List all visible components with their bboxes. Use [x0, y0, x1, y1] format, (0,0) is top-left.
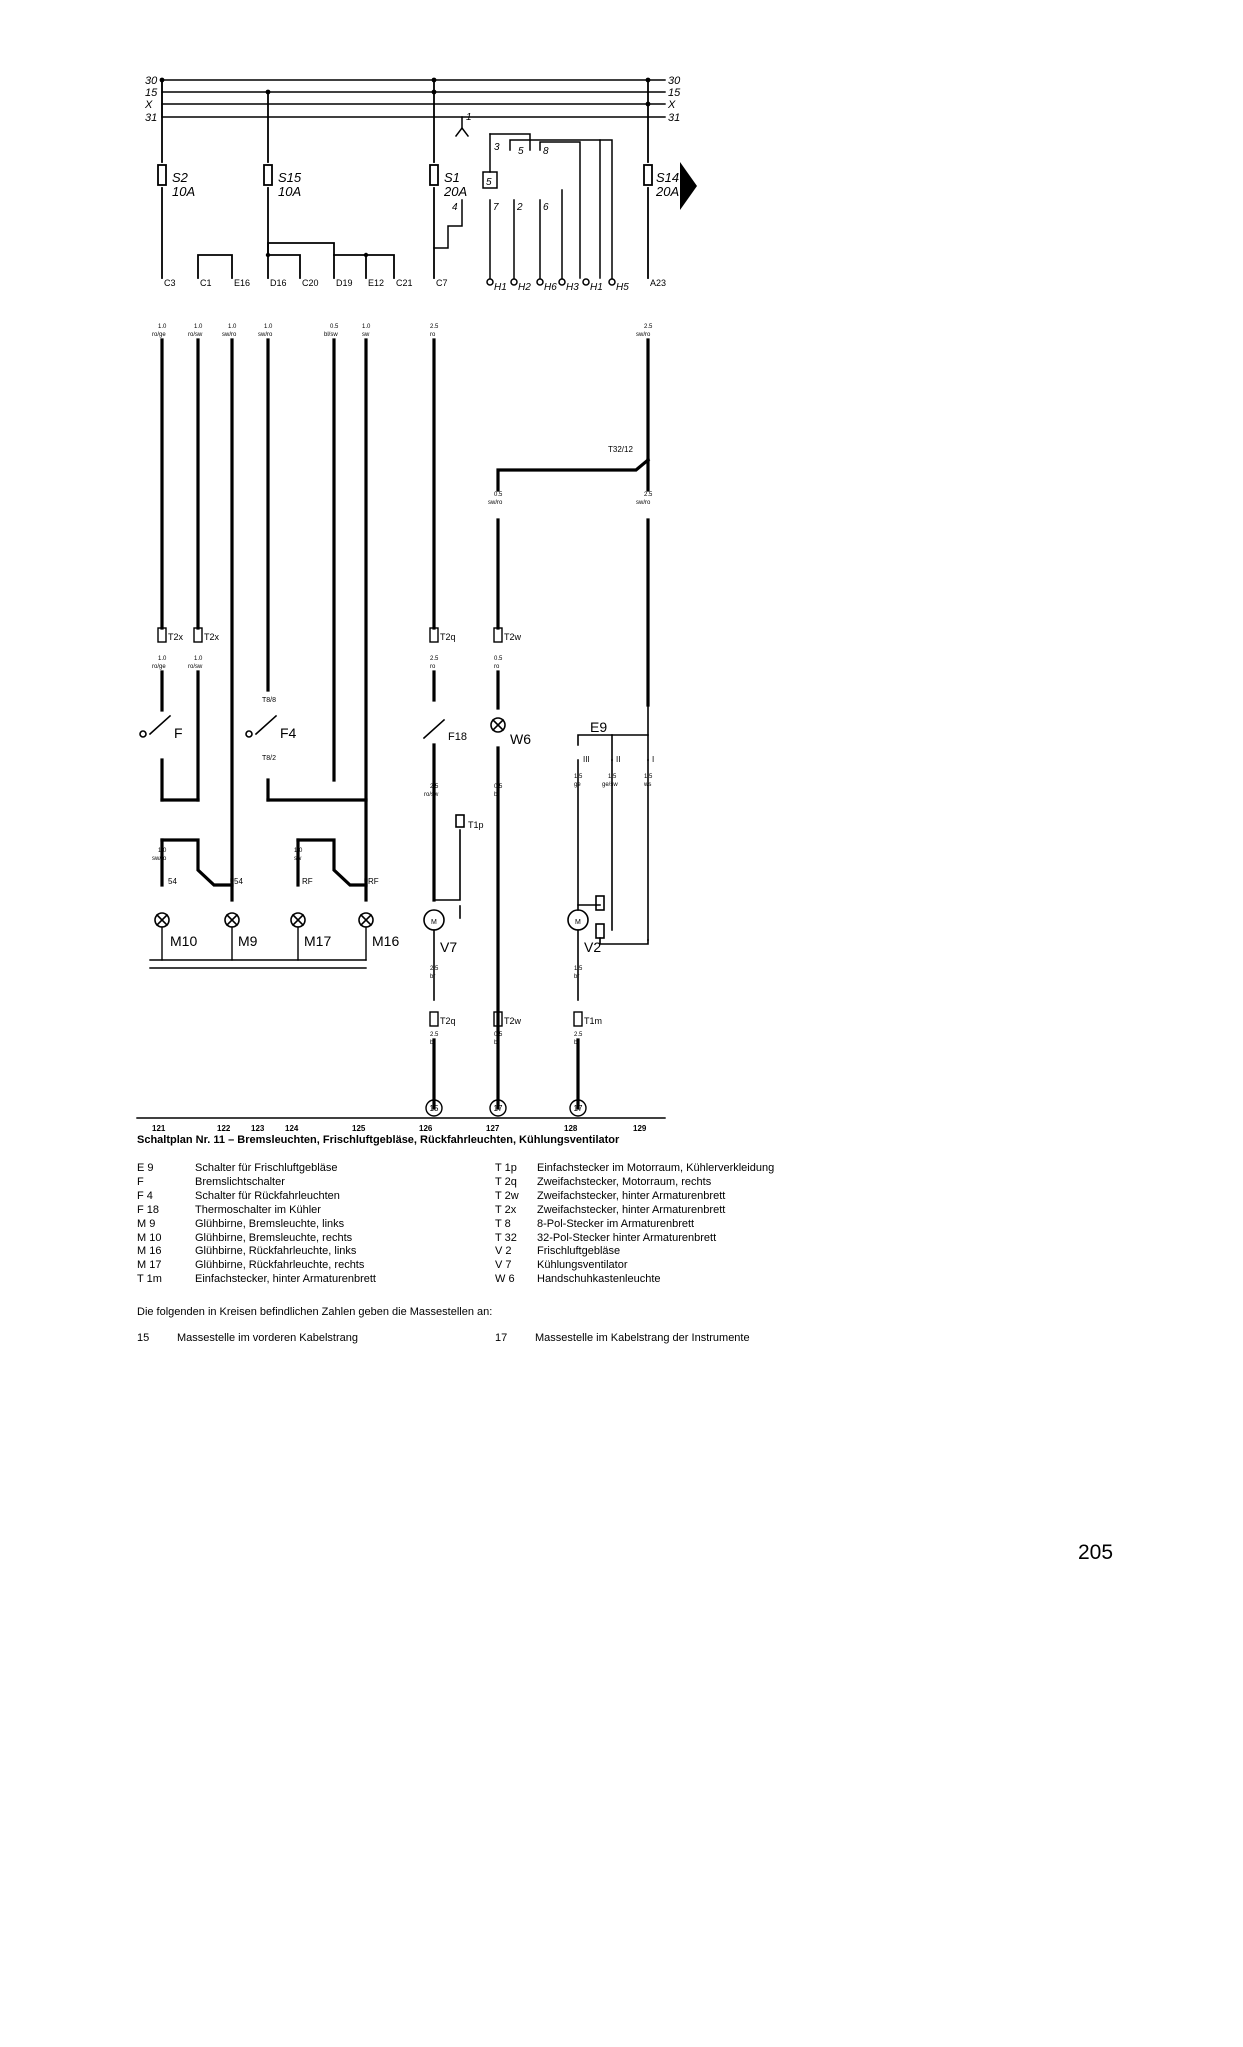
legend-text: Schalter für Frischluftgebläse — [195, 1162, 338, 1174]
legend-row — [137, 1162, 376, 1176]
wire-c7b-color: ro — [430, 664, 436, 670]
wire-c7-color: ro — [430, 332, 436, 338]
wire-f18-color: ro/sw — [424, 792, 439, 798]
wire-m10-size: 1.0 — [158, 848, 167, 854]
relay-out-h1b: H1 — [590, 282, 603, 293]
relay-term-8: 8 — [543, 146, 549, 157]
wire-m10-color: sw/ro — [152, 856, 167, 862]
fuse-s1-label: S1 — [444, 170, 460, 185]
legend-code: M 10 — [137, 1231, 162, 1244]
bus-label-30-left: 30 — [145, 75, 158, 87]
bus-label-31-right: 31 — [668, 112, 681, 124]
legend-row — [137, 1204, 376, 1218]
legend-text: 8-Pol-Stecker im Armaturenbrett — [537, 1217, 695, 1230]
wire-a23-size: 2.5 — [644, 324, 653, 330]
terminal-c20: C20 — [302, 278, 319, 288]
bulb-m17-icon — [291, 913, 305, 927]
wire-e16-color: sw/ro — [222, 332, 237, 338]
legend-text: Einfachstecker, hinter Armaturenbrett — [195, 1273, 376, 1286]
fuse-s14-icon — [644, 80, 652, 278]
wire-c7-size: 2.5 — [430, 324, 439, 330]
component-e9-label: E9 — [590, 719, 608, 735]
harness-wires — [162, 340, 648, 880]
fuse-s2-label: S2 — [172, 170, 188, 185]
legend-row — [137, 1273, 376, 1287]
ruler-121: 121 — [152, 1124, 166, 1133]
wire-t2w-gnd-size: 0.5 — [494, 1032, 503, 1038]
legend-row — [137, 1176, 376, 1190]
component-m16-label: M16 — [372, 933, 400, 949]
legend-code: F 18 — [137, 1203, 160, 1216]
legend-text: Glühbirne, Bremsleuchte, rechts — [195, 1231, 353, 1244]
wire-w6-top-size: 0.5 — [494, 492, 503, 498]
legend-text: Handschuhkastenleuchte — [537, 1273, 661, 1286]
wire-v2gnd-color: br — [574, 974, 580, 980]
ground-legend-num: 15 — [137, 1332, 150, 1344]
wire-c1-color: ro/sw — [188, 332, 203, 338]
ground-note: Die folgenden in Kreisen befindlichen Zahlen geben die Massestellen an: — [137, 1306, 493, 1318]
terminal-c7: C7 — [436, 278, 448, 288]
relay-out-h1: H1 — [494, 282, 507, 293]
legend-code: T 2w — [495, 1189, 519, 1202]
legend-code: V 7 — [495, 1259, 512, 1272]
fuse-s2-icon — [158, 80, 166, 278]
legend-text: Zweifachstecker, Motorraum, rechts — [537, 1175, 712, 1188]
wire-t2w-gnd-color: br — [494, 1040, 500, 1046]
page-number: 205 — [1078, 1541, 1114, 1564]
wire-c1-size: 1.0 — [194, 324, 203, 330]
wire-t2q-gnd-color: br — [430, 1040, 436, 1046]
wire-e9-1-color: ge — [574, 782, 581, 788]
relay-out-h6: H6 — [544, 282, 557, 293]
component-v2-label: V2 — [584, 939, 602, 955]
terminal-e16: E16 — [234, 278, 251, 288]
legend-text: Thermoschalter im Kühler — [195, 1203, 321, 1216]
wire-w6-top-color: sw/ro — [488, 500, 503, 506]
relay-term-5: 5 — [518, 146, 524, 157]
wire-c7b-size: 2.5 — [430, 656, 439, 662]
fuse-s14-rating: 20A — [656, 184, 680, 199]
fuse-s2-rating: 10A — [172, 184, 196, 199]
legend-text: Kühlungsventilator — [537, 1259, 628, 1272]
motor-v2-icon — [568, 760, 648, 1000]
legend-text: Bremslichtschalter — [195, 1175, 285, 1188]
connector-t2x-b-label: T2x — [204, 632, 220, 642]
bus-label-31-left: 31 — [145, 112, 158, 124]
wire-d19-color: bl/sw — [324, 332, 338, 338]
legend-code: T 8 — [495, 1217, 511, 1230]
wire-v7gnd-size: 2.5 — [430, 966, 439, 972]
component-f4-label: F4 — [280, 725, 297, 741]
wire-c3b-size: 1.0 — [158, 656, 167, 662]
ground-circles — [426, 1100, 586, 1116]
ground-legend-text: Massestelle im Kabelstrang der Instrumente — [535, 1332, 750, 1344]
bus-label-x-left: X — [145, 99, 153, 111]
component-labels — [168, 719, 654, 955]
wire-t1m-gnd-color: br — [574, 1040, 580, 1046]
ground-legend-17 — [495, 1332, 750, 1344]
legend-code: T 1p — [495, 1162, 517, 1174]
bulb-m9-icon — [225, 913, 239, 927]
wire-c3b-color: ro/ge — [152, 664, 166, 670]
bus-labels-left — [144, 75, 158, 124]
motor-v7-icon — [424, 815, 464, 1000]
relay-term-1: 1 — [466, 112, 472, 123]
wire-c1b-color: ro/sw — [188, 664, 203, 670]
ground-wires — [434, 1040, 578, 1108]
legend-row — [137, 1232, 376, 1246]
fuse-s15-label: S15 — [278, 170, 302, 185]
wire-t1m-gnd-size: 2.5 — [574, 1032, 583, 1038]
switch-f18-icon — [424, 720, 444, 738]
wire-d16-size: 1.0 — [264, 324, 273, 330]
legend-text: Einfachstecker im Motorraum, Kühlerverkleidung — [537, 1162, 775, 1174]
fuse-distribution — [198, 243, 394, 278]
wire-e12-color: sw — [362, 332, 370, 338]
legend-code: V 2 — [495, 1245, 512, 1258]
ruler-125: 125 — [352, 1124, 366, 1133]
wire-w6mid-color: ro — [494, 664, 500, 670]
connector-t2w-a-label: T2w — [504, 632, 522, 642]
fuse-s1-rating: 20A — [444, 184, 468, 199]
terminal-c3: C3 — [164, 278, 176, 288]
wire-t2q-gnd-size: 2.5 — [430, 1032, 439, 1038]
wire-m17-size: 1.0 — [294, 848, 303, 854]
legend-row — [137, 1259, 376, 1273]
component-w6-label: W6 — [510, 731, 531, 747]
legend-text: Glühbirne, Bremsleuchte, links — [195, 1217, 345, 1230]
legend-row — [495, 1218, 774, 1232]
ruler-127: 127 — [486, 1124, 500, 1133]
component-v7-label: V7 — [440, 939, 458, 955]
diagram-caption: Schaltplan Nr. 11 – Bremsleuchten, Frischluftgebläse, Rückfahrleuchten, Kühlungsventilator — [137, 1134, 620, 1146]
legend-row — [137, 1245, 376, 1259]
relay-term-6: 6 — [543, 202, 549, 213]
legend-code: E 9 — [137, 1162, 154, 1174]
e9-pin-ii: II — [616, 755, 621, 764]
wire-e9-2-size: 1.5 — [608, 774, 617, 780]
legend-text: Zweifachstecker, hinter Armaturenbrett — [537, 1203, 726, 1216]
wire-w6mid-size: 0.5 — [494, 656, 503, 662]
legend-row — [495, 1245, 774, 1259]
component-f18-label: F18 — [448, 731, 467, 743]
wire-c3-size: 1.0 — [158, 324, 167, 330]
wire-a23-color: sw/ro — [636, 332, 651, 338]
terminal-d16: D16 — [270, 278, 287, 288]
bus-labels-right — [667, 75, 681, 124]
ground-marker-17b: 17 — [573, 1104, 583, 1113]
fuse-labels — [172, 170, 679, 199]
legend-code: M 17 — [137, 1259, 162, 1272]
ruler-129: 129 — [633, 1124, 647, 1133]
ruler-124: 124 — [285, 1124, 299, 1133]
legend-text: Zweifachstecker, hinter Armaturenbrett — [537, 1189, 726, 1202]
legend-row — [495, 1204, 774, 1218]
wire-m17-color: sw — [294, 856, 302, 862]
wire-c3-color: ro/ge — [152, 332, 166, 338]
legend-row — [495, 1162, 774, 1176]
switch-f-icon — [140, 716, 170, 737]
pin-rf-a: RF — [302, 877, 313, 886]
component-m10-label: M10 — [170, 933, 198, 949]
legend-row — [495, 1232, 774, 1246]
ground-marker-17a: 17 — [493, 1104, 503, 1113]
wire-e9-3-size: 1.5 — [644, 774, 653, 780]
fuse-s14-label: S14 — [656, 170, 680, 185]
legend-text: Glühbirne, Rückfahrleuchte, links — [195, 1245, 357, 1258]
legend-code: M 16 — [137, 1245, 162, 1258]
relay-out-h5: H5 — [616, 282, 629, 293]
legend-row — [495, 1273, 774, 1287]
ruler-122: 122 — [217, 1124, 231, 1133]
ground-legend-num: 17 — [495, 1332, 508, 1344]
bus-label-15-left: 15 — [145, 87, 158, 99]
ruler-123: 123 — [251, 1124, 265, 1133]
ruler-numbers — [152, 1124, 647, 1133]
legend-code: T 32 — [495, 1231, 517, 1244]
relay-term-7: 7 — [493, 202, 499, 213]
motor-v2-letter: M — [575, 919, 581, 926]
legend-text: Schalter für Rückfahrleuchten — [195, 1189, 340, 1202]
connector-t32-label: T32/12 — [608, 445, 633, 454]
wire-e9-2-color: ge/sw — [602, 782, 618, 788]
fuse-s15-rating: 10A — [278, 184, 302, 199]
relay-term-4: 4 — [452, 202, 458, 213]
wire-v2gnd-size: 1.5 — [574, 966, 583, 972]
wire-a23b-size: 2.5 — [644, 492, 653, 498]
legend-text: 32-Pol-Stecker hinter Armaturenbrett — [537, 1231, 717, 1244]
bus-label-30-right: 30 — [668, 75, 681, 87]
component-m17-label: M17 — [304, 933, 332, 949]
legend-text: Glühbirne, Rückfahrleuchte, rechts — [195, 1259, 365, 1272]
pin-54-b: 54 — [234, 877, 243, 886]
terminal-c21: C21 — [396, 278, 413, 288]
terminal-e12: E12 — [368, 278, 385, 288]
wire-e9-3-color: ws — [644, 782, 652, 788]
connector-t1p-label: T1p — [468, 820, 484, 830]
connector-t2x-a-label: T2x — [168, 632, 184, 642]
connector-t1m-label: T1m — [584, 1016, 602, 1026]
wire-v7gnd-color: br — [430, 974, 436, 980]
legend-code: M 9 — [137, 1217, 156, 1230]
bus-bars — [162, 80, 665, 117]
wire-f18-size: 2.5 — [430, 784, 439, 790]
bus-label-15-right: 15 — [668, 87, 681, 99]
continuation-arrow — [680, 162, 697, 210]
legend-row — [495, 1259, 774, 1273]
bulb-w6-icon — [491, 718, 505, 732]
switch-f4-icon — [246, 716, 276, 737]
ground-marker-15: 15 — [429, 1104, 439, 1113]
legend-code: F — [137, 1175, 144, 1188]
wire-e12-size: 1.0 — [362, 324, 371, 330]
pin-rf-b: RF — [368, 877, 379, 886]
relay-term-2: 2 — [517, 202, 523, 213]
legend-code: T 2q — [495, 1175, 517, 1188]
terminal-d19: D19 — [336, 278, 353, 288]
legend-right — [495, 1162, 774, 1287]
connector-t8-2-label: T8/2 — [262, 755, 277, 762]
legend-left — [137, 1162, 376, 1287]
wire-w6out-size: 0.5 — [494, 784, 503, 790]
wire-a23b-color: sw/ro — [636, 500, 651, 506]
pin-54-a: 54 — [168, 877, 177, 886]
motor-v7-letter: M — [431, 919, 437, 926]
wire-e9-1-size: 1.5 — [574, 774, 583, 780]
e9-pin-iii: III — [583, 755, 590, 764]
legend-row — [137, 1190, 376, 1204]
legend-text: Frischluftgebläse — [537, 1245, 621, 1258]
relay-out-h2: H2 — [518, 282, 531, 293]
connector-t2q-a-label: T2q — [440, 632, 456, 642]
wire-d19-size: 0.5 — [330, 324, 339, 330]
wire-e16-size: 1.0 — [228, 324, 237, 330]
legend-code: F 4 — [137, 1189, 153, 1202]
component-f-label: F — [174, 725, 183, 741]
wire-c1b-size: 1.0 — [194, 656, 203, 662]
legend-row — [495, 1176, 774, 1190]
relay-box-5: 5 — [486, 177, 492, 188]
bus-label-x-right: X — [668, 99, 676, 111]
legend-code: W 6 — [495, 1273, 515, 1286]
legend-row — [137, 1218, 376, 1232]
ruler-126: 126 — [419, 1124, 433, 1133]
connector-t2q-b-label: T2q — [440, 1016, 456, 1026]
connector-t2w-b-label: T2w — [504, 1016, 522, 1026]
terminal-c1: C1 — [200, 278, 212, 288]
component-m9-label: M9 — [238, 933, 258, 949]
bulb-m16-icon — [359, 913, 373, 927]
wire-d16-color: sw/ro — [258, 332, 273, 338]
legend-code: T 1m — [137, 1273, 162, 1286]
ruler-128: 128 — [564, 1124, 578, 1133]
connector-t8-8-label: T8/8 — [262, 697, 277, 704]
wire-w6out-color: br — [494, 792, 500, 798]
e9-pin-i: I — [652, 755, 655, 764]
terminal-a23: A23 — [650, 278, 667, 288]
switch-e9-icon — [578, 705, 648, 760]
ground-legend-15 — [137, 1332, 358, 1344]
ground-legend-text: Massestelle im vorderen Kabelstrang — [177, 1332, 358, 1344]
legend-code: T 2x — [495, 1203, 517, 1216]
relay-cluster — [434, 117, 615, 285]
legend-row — [495, 1190, 774, 1204]
relay-term-3: 3 — [494, 142, 500, 153]
relay-out-h3: H3 — [566, 282, 579, 293]
bulb-m10-icon — [155, 913, 169, 927]
